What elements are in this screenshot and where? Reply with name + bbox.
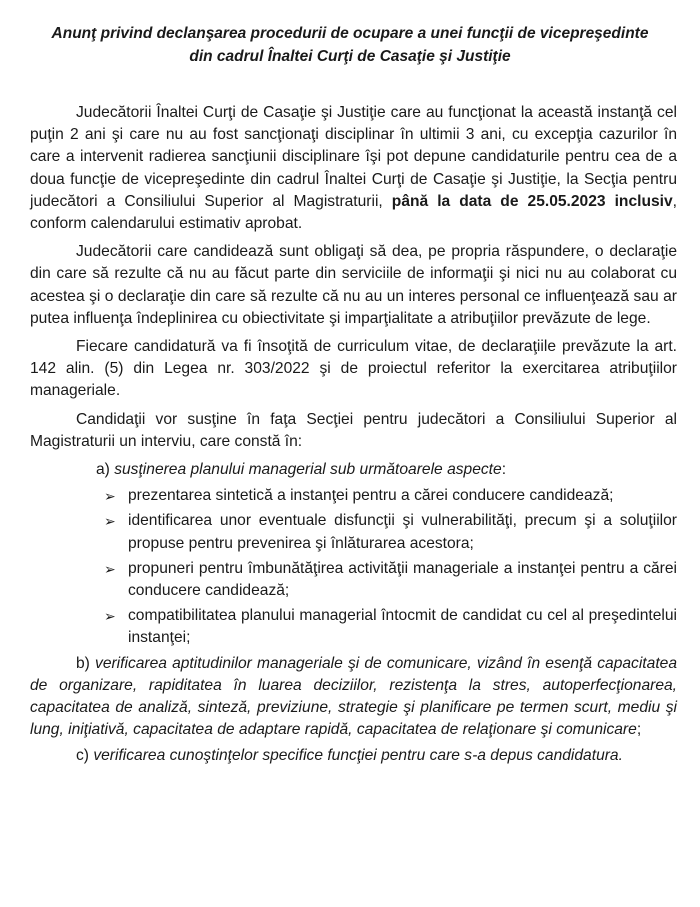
item-b-lead: b) <box>76 654 96 672</box>
deadline-text: până la data de 25.05.2023 inclusiv <box>391 192 673 210</box>
bullet-item <box>30 485 677 507</box>
item-a-lead: a) <box>96 461 115 479</box>
item-b-tail: ; <box>636 721 642 739</box>
bullet-text: identificarea unor eventuale disfuncţii şi vulnerabilităţi, precum şi a soluţiilor propuse pentru prevenirea şi înlăturarea acestora; <box>128 512 677 552</box>
paragraph-documents: Fiecare candidatură va fi însoţită de curriculum vitae, de declaraţiile prevăzute la art. 142 alin. (5) din Legea nr. 303/2022 şi de proiectul referitor la exercitarea atribuţiilor manageriale. <box>30 338 677 400</box>
arrow-bullet-icon: ➢ <box>104 560 116 577</box>
item-c <box>30 745 677 767</box>
bullet-item <box>30 605 677 649</box>
item-a-text: susţinerea planului managerial sub următoarele aspecte <box>114 461 502 479</box>
paragraph-interview: Candidaţii vor susţine în faţa Secţiei pentru judecători a Consiliului Superior al Magistraturii un interviu, care constă în: <box>30 410 677 450</box>
title-line-1: Anunţ privind declanşarea procedurii de ocupare a unei funcţii de vicepreşedinte <box>51 25 649 42</box>
paragraph-eligibility-tail: , conform calendarului estimativ aprobat. <box>30 192 677 233</box>
paragraph-eligibility-text: Judecătorii Înaltei Curţi de Casaţie şi Justiţie care au funcţionat la această instanţă cel puţin 2 ani şi care nu au fost sancţionaţi disciplinar în ultimii 3 ani, cu excepţia cazurilor în care a intervenit radierea sancţiunii disciplinare îşi pot depune candidaturile pentru cea de a doua funcţie de vicepreşedinte din cadrul Înaltei Curţi de Casaţie şi Justiţie, la Secţia pentru judecători a Consiliului Superior al Magistraturii, <box>30 104 677 210</box>
item-a <box>30 459 677 481</box>
paragraph-eligibility <box>30 102 677 235</box>
document-body <box>30 102 677 772</box>
document-title <box>20 22 680 68</box>
title-line-2: din cadrul Înaltei Curţi de Casaţie şi Justiţie <box>189 48 511 65</box>
bullet-item <box>30 558 677 602</box>
item-b-text: verificarea aptitudinilor manageriale şi de comunicare, vizând în esenţă capacitatea de organizare, rapiditatea în luarea deciziilor, rezistenţa la stres, autoperfecţionarea, capacitatea de analiză, sinteză, previziune, strategie şi planificare pe termen scurt, mediu şi lung, iniţiativă, capacitatea de adaptare rapidă, capacitatea de relaţionare şi comunicare <box>30 654 677 739</box>
arrow-bullet-icon: ➢ <box>104 488 116 505</box>
item-c-text: verificarea cunoştinţelor specifice funcţiei pentru care s-a depus candidatura. <box>93 747 623 765</box>
bullet-text: prezentarea sintetică a instanţei pentru a cărei conducere candidează; <box>128 487 614 505</box>
arrow-bullet-icon: ➢ <box>104 513 116 530</box>
bullet-text: propuneri pentru îmbunătăţirea activităţii manageriale a instanţei pentru a cărei conducere candidează; <box>128 559 677 600</box>
arrow-bullet-icon: ➢ <box>104 608 116 625</box>
paragraph-declarations: Judecătorii care candidează sunt obligaţi să dea, pe propria răspundere, o declaraţie din care să rezulte că nu au făcut parte din serviciile de informaţii şi nici nu au colaborat cu acestea şi o declaraţie din care să rezulte că nu au un interes personal ce influenţează sau ar putea influenţa îndeplinirea cu obiectivitate şi imparţialitate a atribuţiilor prevăzute de lege. <box>30 243 677 327</box>
item-b <box>30 653 677 742</box>
item-c-lead: c) <box>76 747 94 765</box>
bullet-item <box>30 510 677 554</box>
item-a-tail: : <box>501 461 507 479</box>
bullet-text: compatibilitatea planului managerial întocmit de candidat cu cel al preşedintelui instanţei; <box>128 607 677 647</box>
